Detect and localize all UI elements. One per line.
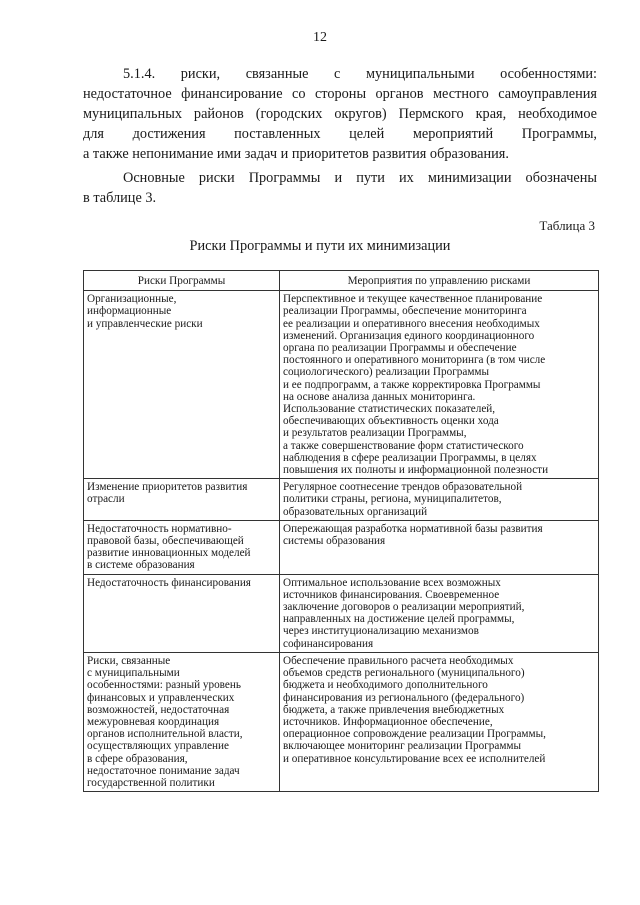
summary-line: Основные риски Программы и пути их минимизации обозначены: [123, 170, 597, 186]
measure-line: а также совершенствование форм статистического: [283, 439, 524, 452]
risk-line: возможностей, недостаточная: [87, 703, 230, 716]
measures-cell: [280, 520, 599, 574]
measure-line: включающее мониторинг реализации Программы: [283, 740, 522, 753]
risk-line: в сфере образования,: [87, 752, 188, 765]
measure-line: объемов средств регионального (муниципального): [283, 667, 525, 680]
table-row: [84, 574, 599, 652]
measure-line: повышения их полноты и информационной полезности: [283, 464, 549, 477]
measure-line: бюджета, а также привлечения внебюджетных: [283, 703, 505, 716]
measure-line: источников финансирования. Своевременное: [283, 588, 500, 601]
risk-cell: [84, 479, 280, 521]
measure-line: софинансирования: [283, 637, 374, 650]
measure-line: изменений. Организация единого координационного: [283, 329, 535, 342]
measure-line: на основе анализа данных мониторинга.: [283, 390, 476, 403]
table-row: [84, 291, 599, 479]
table-row: [84, 520, 599, 574]
measure-line: Оптимальное использование всех возможных: [283, 576, 501, 589]
risk-line: государственной политики: [87, 776, 215, 789]
measure-line: заключение договоров о реализации мероприятий,: [283, 601, 525, 614]
measure-line: постоянного и оперативного мониторинга (в том числе: [283, 354, 546, 367]
measure-line: через институционализацию механизмов: [283, 625, 479, 638]
risk-cell: [84, 652, 280, 791]
measure-line: и ее подпрограмм, а также корректировка Программы: [283, 378, 541, 391]
risk-line: Изменение приоритетов развития: [87, 481, 248, 494]
measure-line: Перспективное и текущее качественное планирование: [283, 293, 543, 306]
risk-line: Недостаточность нормативно-: [87, 522, 232, 535]
risk-line: развитие инновационных моделей: [87, 547, 251, 560]
table-row: [84, 479, 599, 521]
intro-line: недостаточное финансирование со стороны органов местного самоуправления: [83, 86, 597, 102]
table-row: [84, 652, 599, 791]
measure-line: направленных на достижение целей программы,: [283, 613, 515, 626]
page-number: 12: [313, 30, 327, 45]
risk-line: и управленческие риски: [87, 317, 203, 330]
measure-line: обеспечивающих объективность оценки хода: [283, 415, 499, 428]
risk-line: Риски, связанные: [87, 654, 171, 667]
risk-line: отрасли: [87, 493, 125, 506]
measure-line: Использование статистических показателей,: [283, 403, 496, 416]
measure-line: Обеспечение правильного расчета необходимых: [283, 654, 514, 667]
table-label: Таблица 3: [539, 218, 595, 233]
measure-line: и результатов реализации Программы,: [283, 427, 467, 440]
measure-line: источников. Информационное обеспечение,: [283, 715, 493, 728]
risk-line: Недостаточность финансирования: [87, 576, 251, 589]
risk-line: с муниципальными: [87, 667, 180, 680]
risk-cell: [84, 574, 280, 652]
intro-line: муниципальных районов (городских округов) Пермского края, необходимое: [83, 106, 597, 122]
risk-line: финансовых и управленческих: [87, 691, 235, 704]
measure-line: Опережающая разработка нормативной базы развития: [283, 522, 543, 535]
intro-text: [83, 64, 597, 208]
table-body: [84, 291, 599, 792]
measures-cell: [280, 652, 599, 791]
intro-line: для достижения поставленных целей мероприятий Программы,: [83, 126, 597, 142]
risk-line: в системе образования: [87, 559, 195, 572]
measure-line: политики страны, региона, муниципалитетов,: [283, 493, 502, 506]
measure-line: наблюдения в сфере реализации Программы, в целях: [283, 451, 537, 464]
risk-line: недостаточное понимание задач: [87, 764, 240, 777]
measure-line: финансирования из регионального (федерального): [283, 691, 525, 704]
risk-line: особенностями: разный уровень: [87, 679, 241, 692]
risk-line: осуществляющих управление: [87, 740, 229, 753]
risk-cell: [84, 520, 280, 574]
measures-cell: [280, 574, 599, 652]
measure-line: бюджета и необходимого дополнительного: [283, 679, 488, 692]
measure-line: социологического) реализации Программы: [283, 366, 490, 379]
measure-line: реализации Программы, обеспечение мониторинга: [283, 305, 527, 318]
measures-cell: [280, 291, 599, 479]
risks-table: [83, 270, 599, 792]
risk-line: информационные: [87, 305, 172, 318]
header-risks: Риски Программы: [84, 271, 280, 291]
measure-line: операционное сопровождение реализации Программы,: [283, 728, 546, 741]
intro-line: а также непонимание ими задач и приоритетов развития образования.: [83, 146, 509, 162]
risk-line: органов исполнительной власти,: [87, 728, 243, 741]
risk-line: правовой базы, обеспечивающей: [87, 535, 244, 548]
measure-line: и оперативное консультирование всех ее исполнителей: [283, 752, 546, 765]
measure-line: Регулярное соотнесение трендов образовательной: [283, 481, 523, 494]
table-title: Риски Программы и пути их минимизации: [189, 238, 451, 254]
measure-line: системы образования: [283, 535, 386, 548]
measure-line: органа по реализации Программы и обеспечение: [283, 342, 517, 355]
header-measures: Мероприятия по управлению рисками: [280, 271, 599, 291]
intro-line: 5.1.4. риски, связанные с муниципальными особенностями:: [123, 66, 597, 82]
risk-line: Организационные,: [87, 293, 177, 306]
risk-line: межуровневая координация: [87, 715, 220, 728]
summary-line: в таблице 3.: [83, 190, 157, 206]
measure-line: ее реализации и оперативного внесения необходимых: [283, 317, 540, 330]
table-header-row: [84, 271, 599, 291]
measures-cell: [280, 479, 599, 521]
measure-line: образовательных организаций: [283, 505, 428, 518]
risk-cell: [84, 291, 280, 479]
